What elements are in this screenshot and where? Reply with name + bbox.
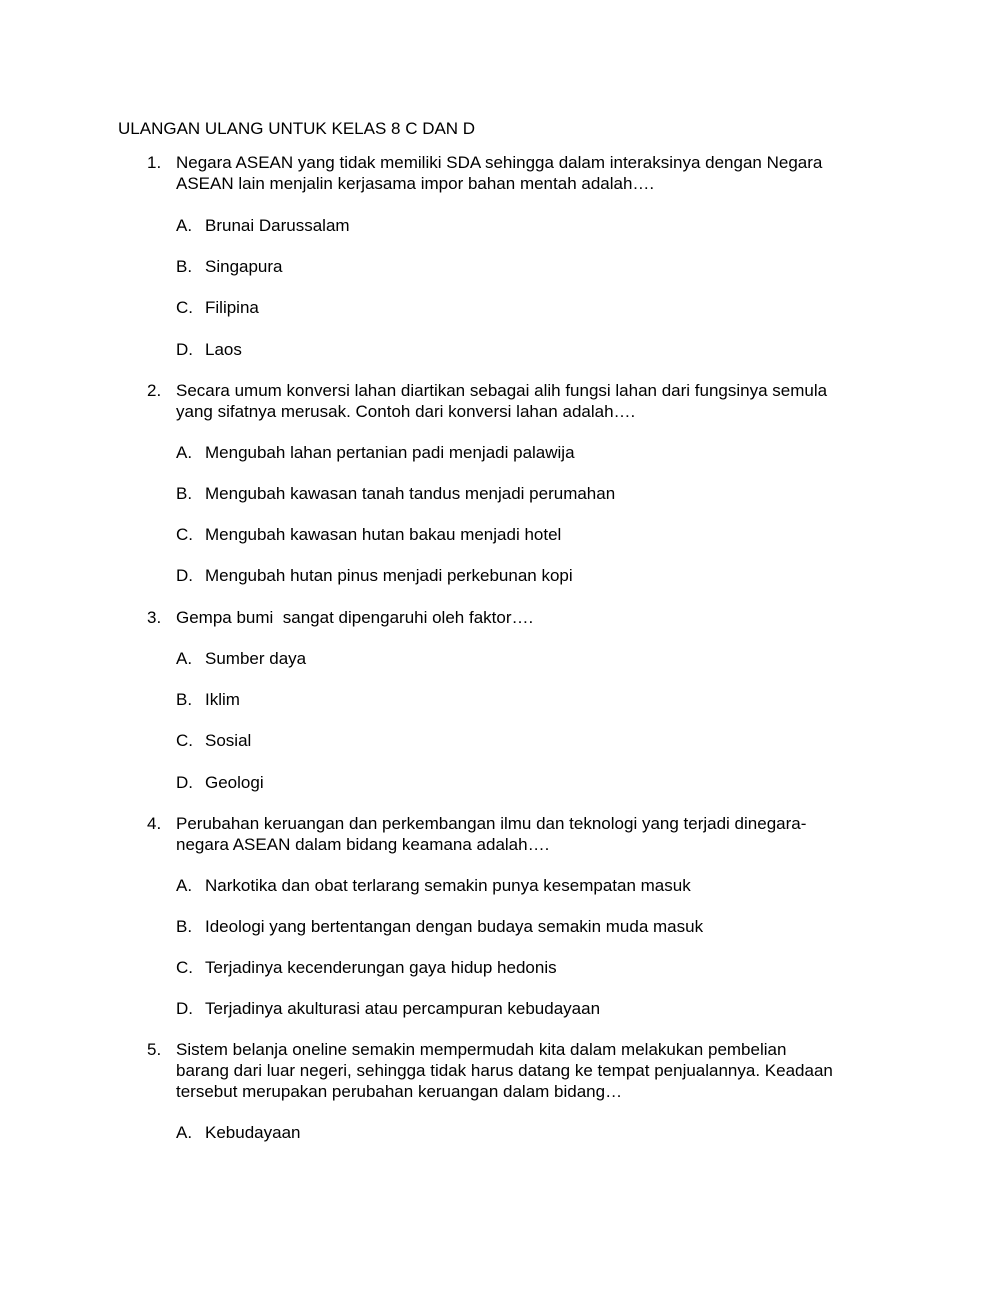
option-4d (0, 998, 1000, 1020)
option-letter: B. (176, 257, 193, 276)
option-letter: D. (176, 566, 193, 585)
question-text (176, 1039, 876, 1102)
option-letter: D. (176, 999, 193, 1018)
option-2d (0, 565, 1000, 587)
option-1c (0, 297, 1000, 319)
option-1d (0, 339, 1000, 361)
option-2b (0, 483, 1000, 505)
question-line: yang sifatnya merusak. Contoh dari konversi lahan adalah…. (176, 402, 636, 421)
option-text: Laos (205, 340, 242, 359)
option-2a (0, 442, 1000, 464)
question-number: 4. (147, 814, 162, 833)
option-text: Geologi (205, 773, 264, 792)
question-line: negara ASEAN dalam bidang keamana adalah…. (176, 835, 550, 854)
option-3b (0, 689, 1000, 711)
option-1b (0, 256, 1000, 278)
document-title: ULANGAN ULANG UNTUK KELAS 8 C DAN D (118, 119, 476, 138)
option-text: Sumber daya (205, 649, 307, 668)
option-4b (0, 916, 1000, 938)
question-line: Sistem belanja oneline semakin mempermudah kita dalam melakukan pembelian (176, 1040, 787, 1059)
option-text: Iklim (205, 690, 240, 709)
option-letter: A. (176, 876, 193, 895)
option-letter: C. (176, 298, 193, 317)
question-text (176, 607, 876, 628)
question-line: ASEAN lain menjalin kerjasama impor bahan mentah adalah…. (176, 174, 655, 193)
option-3c (0, 730, 1000, 752)
question-text (176, 152, 876, 194)
question-line: barang dari luar negeri, sehingga tidak harus datang ke tempat penjualannya. Keadaan (176, 1061, 833, 1080)
option-4a (0, 875, 1000, 897)
option-2c (0, 524, 1000, 546)
option-3d (0, 772, 1000, 794)
question-line: Gempa bumi sangat dipengaruhi oleh faktor…. (176, 608, 534, 627)
option-text: Mengubah kawasan tanah tandus menjadi perumahan (205, 484, 616, 503)
question-number: 2. (147, 381, 162, 400)
option-letter: A. (176, 443, 193, 462)
option-text: Sosial (205, 731, 252, 750)
option-text: Singapura (205, 257, 283, 276)
question-line: Negara ASEAN yang tidak memiliki SDA sehingga dalam interaksinya dengan Negara (176, 153, 823, 172)
option-text: Kebudayaan (205, 1123, 301, 1142)
option-text: Terjadinya akulturasi atau percampuran kebudayaan (205, 999, 601, 1018)
option-letter: C. (176, 525, 193, 544)
question-number: 1. (147, 153, 162, 172)
question-text (176, 813, 876, 855)
option-letter: A. (176, 649, 193, 668)
option-text: Mengubah lahan pertanian padi menjadi palawija (205, 443, 575, 462)
question-line: Secara umum konversi lahan diartikan sebagai alih fungsi lahan dari fungsinya semula (176, 381, 828, 400)
option-1a (0, 215, 1000, 237)
option-4c (0, 957, 1000, 979)
option-text: Mengubah kawasan hutan bakau menjadi hotel (205, 525, 562, 544)
option-5a (0, 1122, 1000, 1144)
option-text: Ideologi yang bertentangan dengan budaya semakin muda masuk (205, 917, 704, 936)
option-letter: C. (176, 958, 193, 977)
option-letter: A. (176, 216, 193, 235)
option-letter: D. (176, 773, 193, 792)
option-letter: B. (176, 917, 193, 936)
option-letter: C. (176, 731, 193, 750)
question-text (176, 380, 876, 422)
option-letter: D. (176, 340, 193, 359)
option-letter: B. (176, 690, 193, 709)
option-text: Filipina (205, 298, 259, 317)
option-letter: A. (176, 1123, 193, 1142)
option-text: Narkotika dan obat terlarang semakin punya kesempatan masuk (205, 876, 691, 895)
option-text: Terjadinya kecenderungan gaya hidup hedonis (205, 958, 557, 977)
option-letter: B. (176, 484, 193, 503)
option-text: Mengubah hutan pinus menjadi perkebunan kopi (205, 566, 573, 585)
question-line: tersebut merupakan perubahan keruangan dalam bidang… (176, 1082, 623, 1101)
option-text: Brunai Darussalam (205, 216, 350, 235)
question-number: 5. (147, 1040, 162, 1059)
question-number: 3. (147, 608, 162, 627)
question-line: Perubahan keruangan dan perkembangan ilmu dan teknologi yang terjadi dinegara- (176, 814, 807, 833)
option-3a (0, 648, 1000, 670)
